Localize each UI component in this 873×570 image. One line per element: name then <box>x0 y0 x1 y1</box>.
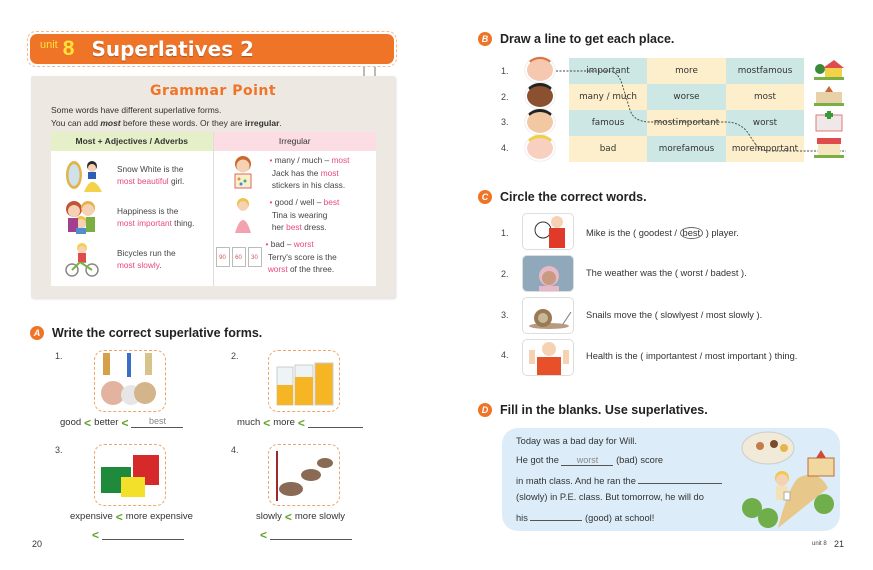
maze-cell: more famous <box>647 136 726 162</box>
section-d-badge: D <box>478 403 492 417</box>
unit-number: 8 <box>62 37 75 60</box>
less-than-arrow-icon: < <box>92 528 100 542</box>
irregular-column <box>214 132 377 286</box>
maze-cell: most important <box>647 110 726 136</box>
story-line-2: He got the worst (bad) score <box>516 455 664 465</box>
page-number-right: 21 <box>834 539 845 549</box>
unit-title: Superlatives 2 <box>91 37 254 61</box>
row-number: 4. <box>501 143 509 153</box>
answer-blank[interactable] <box>638 473 722 484</box>
section-b-header <box>478 32 674 46</box>
row-number: 2. <box>501 92 509 102</box>
score-sheets-icon: 90 60 30 <box>216 247 262 267</box>
grammar-explanation <box>51 104 395 130</box>
strong-boy-image <box>522 339 574 376</box>
boy-with-stickers-icon <box>222 154 264 192</box>
shop-icon <box>814 136 844 158</box>
medals-image <box>94 350 166 412</box>
grammar-title: Grammar Point <box>149 83 277 99</box>
example-row <box>51 156 213 194</box>
item-number: 4. <box>231 445 239 455</box>
section-c-badge: C <box>478 190 492 204</box>
section-b-title: Draw a line to get each place. <box>500 32 675 46</box>
less-than-arrow-icon: < <box>297 416 305 430</box>
maze-cell: many / much <box>569 84 647 110</box>
maze-cell: important <box>569 58 647 84</box>
item-number: 2. <box>501 269 509 279</box>
page-number-left: 20 <box>32 539 43 549</box>
item-3-answer-line <box>89 528 184 540</box>
less-than-arrow-icon: < <box>121 416 129 430</box>
story-line-4: (slowly) in P.E. class. But tomorrow, he will do <box>516 492 704 502</box>
circled-answer[interactable]: best <box>680 227 704 239</box>
answer-blank[interactable]: best <box>131 416 183 428</box>
section-a-title: Write the correct superlative forms. <box>52 326 263 340</box>
boy-with-soccer-ball-image <box>522 213 574 250</box>
girl-in-rain-image <box>522 255 574 292</box>
less-than-arrow-icon: < <box>115 510 123 524</box>
example-sentence: Bicycles run the most slowly. <box>117 247 176 270</box>
gift-boxes-image <box>94 444 166 506</box>
section-d-title: Fill in the blanks. Use superlatives. <box>500 403 708 417</box>
item-4-words: slowly < more slowly <box>256 510 346 524</box>
item-4-answer-line <box>257 528 352 540</box>
maze-cell: famous <box>569 110 647 136</box>
item-number: 3. <box>55 445 63 455</box>
snow-white-icon <box>59 156 107 194</box>
answer-blank[interactable] <box>102 528 184 540</box>
story-line-3: in math class. And he ran the <box>516 473 722 486</box>
house-icon <box>814 58 844 80</box>
sentence: The weather was the ( worst / badest ). <box>586 268 747 278</box>
bicycle-icon <box>59 240 107 278</box>
unit-banner <box>27 31 397 67</box>
item-number: 4. <box>501 350 509 360</box>
will-walking-to-school-illustration <box>738 428 838 528</box>
row-number: 3. <box>501 117 509 127</box>
item-number: 1. <box>55 351 63 361</box>
girl-in-dress-icon <box>222 196 264 234</box>
maze-cell: worst <box>726 110 804 136</box>
snails-race-image <box>268 444 340 506</box>
section-a-badge: A <box>30 326 44 340</box>
answer-blank[interactable] <box>308 416 363 428</box>
maze-cell: worse <box>647 84 726 110</box>
answer-blank[interactable] <box>530 510 582 521</box>
school-icon <box>814 84 844 106</box>
row-number: 1. <box>501 66 509 76</box>
example-row <box>51 240 213 278</box>
column-header: Most + Adjectives / Adverbs <box>51 132 213 151</box>
happy-family-icon <box>59 198 107 236</box>
grammar-point-box <box>31 76 395 298</box>
maze-cell: most famous <box>726 58 804 84</box>
answer-blank[interactable] <box>270 528 352 540</box>
left-page <box>0 0 436 570</box>
item-2-answer-line: much < more < <box>237 416 363 428</box>
juice-glasses-image <box>268 350 340 412</box>
maze-cell: most <box>726 84 804 110</box>
answer-blank[interactable]: worst <box>561 455 613 466</box>
maze-cell: more <box>647 58 726 84</box>
irregular-sentence: • good / well – best Tina is wearing her best dress. <box>269 197 340 233</box>
story-line-1: Today was a bad day for Will. <box>516 436 637 446</box>
grammar-line-1: Some words have different superlative forms. <box>51 105 222 115</box>
less-than-arrow-icon: < <box>263 416 271 430</box>
item-number: 3. <box>501 310 509 320</box>
sentence: Health is the ( importantest / most important ) thing. <box>586 351 798 361</box>
most-column <box>51 132 214 286</box>
hospital-icon <box>814 110 844 132</box>
less-than-arrow-icon: < <box>260 528 268 542</box>
item-number: 1. <box>501 228 509 238</box>
path-dotted-line <box>550 60 850 160</box>
footer-unit-label: unit 8 <box>812 541 827 547</box>
irregular-sentence: • many / much – most Jack has the most stickers in his class. <box>269 155 350 191</box>
grammar-table <box>51 132 376 286</box>
grammar-line-2: You can add most before these words. Or they are irregular. <box>51 118 282 128</box>
sentence: Snails move the ( slowlyest / most slowly ). <box>586 310 763 320</box>
snail-image <box>522 297 574 334</box>
item-3-words: expensive < more expensive <box>70 510 193 524</box>
example-row <box>51 198 213 236</box>
item-number: 2. <box>231 351 239 361</box>
less-than-arrow-icon: < <box>84 416 92 430</box>
sentence: Mike is the ( goodest / best ) player. <box>586 228 739 238</box>
example-sentence: Snow White is the most beautiful girl. <box>117 163 185 186</box>
section-d-header <box>478 403 708 417</box>
column-header: Irregular <box>214 132 377 151</box>
example-sentence: Happiness is the most important thing. <box>117 205 195 228</box>
irregular-sentence: • bad – worst Terry's score is the worst of the three. <box>265 239 337 274</box>
item-1-answer-line: good < better < best <box>60 416 183 428</box>
story-line-5: his (good) at school! <box>516 510 654 523</box>
section-c-header <box>478 190 647 204</box>
section-c-title: Circle the correct words. <box>500 190 647 204</box>
unit-label: unit <box>40 39 58 51</box>
maze-cell: bad <box>569 136 647 162</box>
section-a-header <box>30 326 262 340</box>
maze-cell: more important <box>726 136 804 162</box>
irregular-row <box>214 196 377 234</box>
story-box <box>502 428 840 531</box>
irregular-row <box>214 154 377 192</box>
irregular-row <box>214 238 377 276</box>
section-b-badge: B <box>478 32 492 46</box>
less-than-arrow-icon: < <box>284 510 292 524</box>
